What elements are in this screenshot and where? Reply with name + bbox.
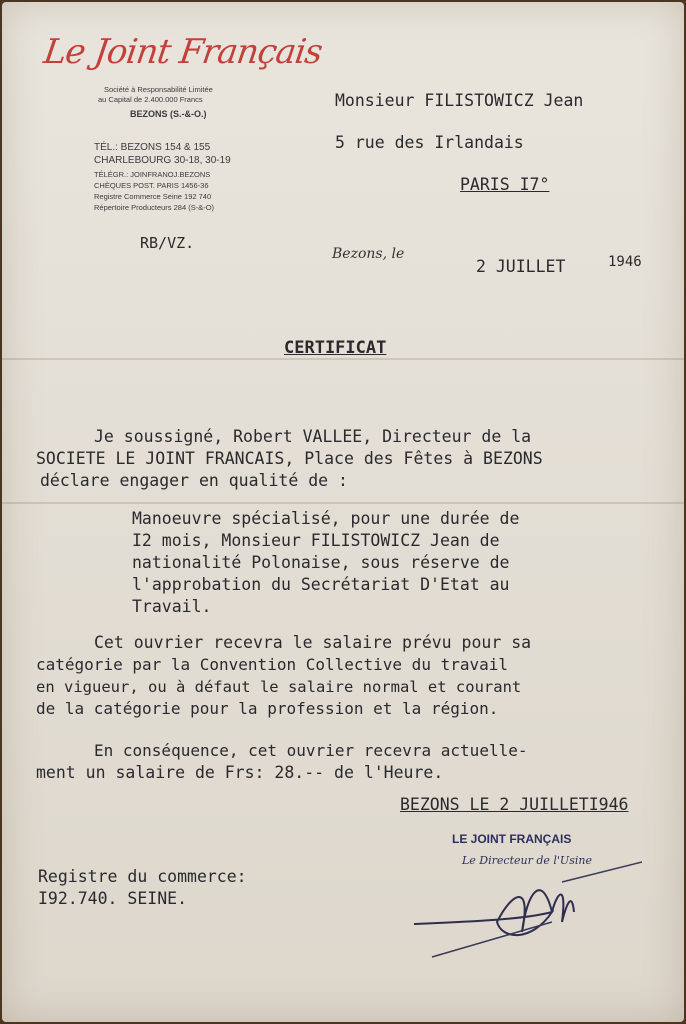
body-line: En conséquence, cet ouvrier recevra actuelle-	[94, 741, 528, 760]
company-telegram: TÉLÉGR.: JOINFRANOJ.BEZONS	[94, 170, 211, 179]
body-line: de la catégorie pour la profession et la région.	[36, 699, 499, 718]
company-repertoire: Répertoire Producteurs 284 (S-&-O)	[94, 203, 215, 212]
company-capital: au Capital de 2.400.000 Francs	[98, 95, 203, 104]
reference-code: RB/VZ.	[140, 234, 195, 252]
recipient-city: PARIS I7°	[460, 175, 550, 194]
company-legal-form: Société à Responsabilité Limitée	[104, 85, 213, 94]
body-line: nationalité Polonaise, sous réserve de	[132, 553, 510, 572]
body-line: Manoeuvre spécialisé, pour une durée de	[132, 509, 520, 528]
company-stamp: LE JOINT FRANÇAIS	[452, 832, 572, 846]
fold-line	[2, 358, 684, 360]
date-value: 2 JUILLET	[476, 257, 566, 276]
company-city: BEZONS (S.-&-O.)	[130, 109, 207, 119]
company-registre: Registre Commerce Seine 192 740	[94, 192, 212, 201]
date-year: 1946	[608, 254, 642, 270]
recipient-name: Monsieur FILISTOWICZ Jean	[335, 91, 584, 110]
registre-line: Registre du commerce:	[38, 867, 247, 886]
company-tel-2: CHARLEBOURG 30-18, 30-19	[94, 155, 231, 166]
signature	[402, 852, 652, 962]
company-cheques: CHÈQUES POST. PARIS 1456-36	[94, 181, 209, 190]
document-title: CERTIFICAT	[284, 338, 387, 358]
body-line: SOCIETE LE JOINT FRANCAIS, Place des Fêtes à BEZONS	[36, 449, 543, 468]
recipient-street: 5 rue des Irlandais	[335, 133, 524, 152]
stamp-role: Le Directeur de l'Usine	[462, 854, 592, 867]
body-line: Travail.	[132, 597, 212, 616]
closing-date: BEZONS LE 2 JUILLETI946	[400, 795, 629, 814]
date-place: Bezons, le	[332, 246, 405, 262]
company-logo: Le Joint Français	[41, 32, 325, 72]
body-line: catégorie par la Convention Collective du travail	[36, 655, 509, 674]
document-page	[2, 2, 684, 1022]
company-tel: TÉL.: BEZONS 154 & 155	[94, 142, 211, 153]
body-line: I2 mois, Monsieur FILISTOWICZ Jean de	[132, 531, 500, 550]
fold-line	[2, 502, 684, 504]
body-line: Cet ouvrier recevra le salaire prévu pour sa	[94, 633, 532, 652]
registre-number: I92.740. SEINE.	[38, 889, 188, 908]
body-line: en vigueur, ou à défaut le salaire normal et courant	[36, 678, 522, 696]
body-line: l'approbation du Secrétariat D'Etat au	[132, 575, 510, 594]
body-line: Je soussigné, Robert VALLEE, Directeur de la	[94, 427, 532, 446]
body-line: déclare engager en qualité de :	[40, 471, 348, 490]
body-line: ment un salaire de Frs: 28.-- de l'Heure.	[36, 763, 444, 782]
